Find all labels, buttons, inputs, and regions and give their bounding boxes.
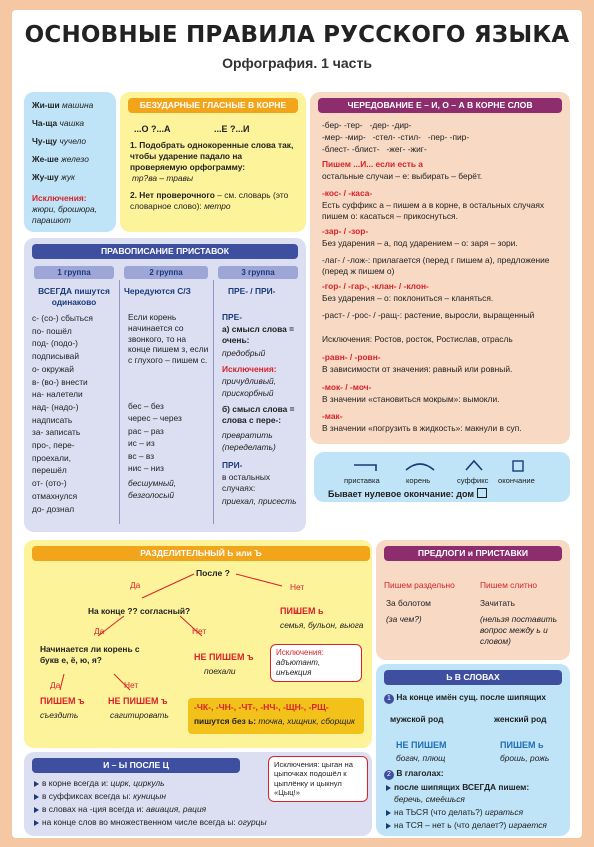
result-write-soft: ПИШЕМ ь: [280, 606, 324, 616]
verb-rule: после шипящих ВСЕГДА пишем:: [386, 782, 529, 793]
rule-text: Пишем ...И... если есть а: [322, 159, 423, 169]
branch-yes: Да: [50, 680, 61, 690]
prefix-pair: рас – раз: [128, 425, 164, 436]
rule-a-example: предобрый: [222, 348, 266, 358]
morpheme-label: суффикс: [457, 476, 489, 485]
morpheme-label: окончание: [498, 476, 535, 485]
group-chip: 3 группа: [218, 266, 298, 279]
unstressed-vowels-panel: [120, 92, 306, 232]
roots-row: -мер- -мир- -стел- -стил- -пер- -пир-: [322, 132, 470, 142]
feminine-example: брошь, рожь: [500, 753, 550, 763]
prefix-item: по- пошёл: [32, 325, 72, 336]
poster: [12, 10, 582, 838]
exceptions-box: Исключения: цыган на цыпочках подошёл к цыплёнку и цыкнул «Цыц!»: [268, 756, 368, 802]
rule-text: Без ударения – а, под ударением – о: заря – зори.: [322, 238, 518, 248]
group-title: ПРЕ- / ПРИ-: [228, 286, 276, 296]
prepositions-panel: [376, 540, 570, 660]
section-header: ПРЕДЛОГИ и ПРИСТАВКИ: [384, 546, 562, 561]
page-title: ОСНОВНЫЕ ПРАВИЛА РУССКОГО ЯЗЫКА: [24, 22, 570, 48]
prefix-pair: черес – через: [128, 413, 182, 424]
result-example: семья, бульон, вьюга: [280, 620, 364, 630]
prefix-item: от- (ото-): [32, 478, 67, 489]
rule-text: Есть суффикс а – пишем а в корне, в остальных случаях пишем о: касаться – прикоснуться.: [322, 200, 545, 221]
rule-text: В зависимости от значения: равный или ровный.: [322, 364, 513, 374]
example-separate: За болотом: [386, 598, 431, 608]
result-no: НЕ ПИШЕМ: [396, 740, 447, 750]
masculine-label: мужской род: [390, 714, 444, 724]
result-no-hard: НЕ ПИШЕМ ъ: [108, 696, 168, 706]
question-root: Начинается ли корень с букв е, ё, ю, я?: [40, 644, 140, 665]
exceptions-text: жюри, брошюра, парашют: [32, 204, 97, 225]
rule-separate: Пишем раздельно: [384, 580, 455, 590]
group-rule: Если корень начинается со звонкого, то на конце пишем з, если с глухого – пишем с.: [128, 312, 209, 365]
example-question: (за чем?): [386, 614, 422, 624]
section-header: ЧЕРЕДОВАНИЕ Е – И, О – А В КОРНЕ СЛОВ: [318, 98, 562, 113]
section-header: БЕЗУДАРНЫЕ ГЛАСНЫЕ В КОРНЕ: [128, 98, 298, 113]
rule-text: Без ударения – о: поклониться – кланяться.: [322, 293, 494, 303]
prefix-pri: ПРИ-: [222, 460, 243, 470]
group-title: ВСЕГДА пишутся одинаково: [38, 286, 110, 307]
rule-pri: в остальных случаях:: [222, 472, 271, 493]
rule-row: Ча-ща чашка: [32, 118, 85, 128]
root-pair: -равн- / -ровн-: [322, 352, 381, 362]
rule-row: Чу-щу чучело: [32, 136, 87, 146]
roots-row: -бер- -тер- -дер- -дир-: [322, 120, 412, 130]
i-y-panel: [24, 752, 372, 836]
prefix-pair: бес – без: [128, 401, 164, 411]
prefix-item: перешёл: [32, 465, 67, 476]
rule-2: 2 В глаголах:: [384, 768, 444, 780]
prefix-item: подписывай: [32, 351, 80, 362]
rule-text: -лаг- / -лож-: прилагается (перед г пишем а), предложение (перед ж пишем о): [322, 255, 550, 276]
prefix-item: отмахнулся: [32, 490, 78, 501]
prefix-item: с- (со-) сбыться: [32, 313, 93, 323]
root-pair: -зар- / -зор-: [322, 226, 369, 236]
rule-row: Жу-шу жук: [32, 172, 75, 182]
rule-text: В значении «погрузить в жидкость»: макнули в суп.: [322, 423, 522, 433]
section-header: Ь В СЛОВАХ: [384, 670, 562, 685]
root-pair: -кос- / -каса-: [322, 188, 373, 198]
prefixes-panel: [24, 238, 306, 532]
root-pair: -мак-: [322, 411, 343, 421]
group-example: бесшумный,: [128, 478, 177, 488]
exceptions-example: причудливый,: [222, 376, 276, 386]
prefix-pair: нис – низ: [128, 463, 164, 474]
group-title: Чередуются С/З: [124, 286, 191, 296]
feminine-label: женский род: [494, 714, 547, 724]
rule-item: в суффиксах всегда ы: куницын: [34, 791, 166, 802]
pattern: ...Е ?...И: [214, 124, 250, 134]
roots-row: -блест- -блист- -жег- -жиг-: [322, 144, 427, 154]
rule-1-example: тр?ва – травы: [132, 173, 194, 183]
branch-no: Нет: [124, 680, 139, 690]
branch-no: Нет: [290, 582, 305, 592]
prefix-item: проехали,: [32, 452, 71, 463]
prefix-pair: ис – из: [128, 438, 155, 449]
rule-row: Жи-ши машина: [32, 100, 94, 110]
rule-1: 1. Подобрать однокоренные слова так, чтобы ударение падало на проверяемую орфограмму:: [130, 140, 294, 172]
rule-item: в словах на -ция всегда и: авиация, рация: [34, 804, 206, 815]
example-note: (нельзя поставить вопрос между ь и словом): [480, 614, 558, 646]
rule-b: б) смысл слова = слова с пере-:: [222, 404, 295, 425]
exceptions-label: Исключения:: [32, 193, 87, 203]
verb-example: беречь, смеёшься: [394, 794, 465, 804]
prefix-item: надписать: [32, 414, 73, 425]
result-write-hard: ПИШЕМ ъ: [40, 696, 85, 706]
group-example: безголосый: [128, 490, 175, 500]
group-2-pairs: [128, 400, 210, 474]
separating-sign-panel: [24, 540, 372, 748]
root-pair: -гор- / -гар-, -клан- / -клон-: [322, 281, 429, 291]
morphemes-panel: [314, 452, 570, 502]
soft-sign-panel: [376, 664, 570, 836]
morpheme-label: корень: [406, 476, 431, 485]
rule-text: остальные случаи – е: выбирать – берёт.: [322, 171, 483, 181]
rule-pri-example: приехал, присесть: [222, 496, 297, 506]
prefix-item: про-, пере-: [32, 440, 75, 451]
pattern: ...О ?...А: [134, 124, 171, 134]
result-no-hard: НЕ ПИШЕМ ъ: [194, 652, 254, 662]
rule-b-example: превратить: [222, 430, 273, 440]
verb-rule: на ТЬСЯ (что делать?) играться: [386, 807, 523, 818]
zero-ending: Бывает нулевое окончание: дом: [328, 488, 487, 501]
result-example: съездить: [40, 710, 79, 720]
rule-2-example: метро: [204, 200, 231, 211]
section-header: РАЗДЕЛИТЕЛЬНЫЙ Ь или Ъ: [32, 546, 370, 561]
prefix-item: за- записать: [32, 427, 81, 438]
prefix-item: в- (во-) внести: [32, 376, 88, 387]
prefix-item: до- дознал: [32, 503, 75, 514]
column-divider: [119, 280, 120, 524]
rule-exceptions: Исключения: Ростов, росток, Ростислав, отрасль: [322, 334, 513, 344]
rule-2-text: – см. словарь (это словарное слово):: [130, 190, 289, 211]
branch-yes: Да: [94, 626, 105, 636]
prefix-item: под- (подо-): [32, 338, 78, 349]
alternation-panel: [310, 92, 570, 444]
masculine-example: богач, плющ: [396, 753, 446, 763]
rule-2-label: 2. Нет проверочного: [130, 190, 215, 200]
rule-item: на конце слов во множественном числе всегда ы: огурцы: [34, 817, 267, 828]
section-header: ПРАВОПИСАНИЕ ПРИСТАВОК: [32, 244, 298, 259]
group-chip: 1 группа: [34, 266, 114, 279]
question-end: На конце ?? согласный?: [88, 606, 191, 616]
rule-text: -раст- / -рос- / -ращ-: растение, выросли, выращенный: [322, 310, 535, 320]
morpheme-label: приставка: [344, 476, 380, 485]
rule-item: в корне всегда и: цирк, циркуль: [34, 778, 165, 789]
result-example: поехали: [204, 666, 236, 676]
root-pair: -мок- / -моч-: [322, 382, 372, 392]
prefix-item: на- налетели: [32, 389, 83, 400]
branch-yes: Да: [130, 580, 141, 590]
chn-box: -ЧК-, -ЧН-, -ЧТ-, -НЧ-, -ЩН-, -РЩ- пишутся без ь: точка, хищник, сборщик: [188, 698, 364, 734]
prefix-item: над- (надо-): [32, 401, 79, 412]
question-after: После ?: [196, 568, 230, 578]
exceptions-example: прискорбный: [222, 388, 274, 398]
group-1-list: [32, 312, 118, 515]
rule-a: а) смысл слова = очень:: [222, 324, 294, 345]
page-subtitle: Орфография. 1 часть: [222, 55, 372, 71]
result-yes: ПИШЕМ ь: [500, 740, 544, 750]
rule-row: Же-ше железо: [32, 154, 89, 164]
section-header: И – Ы ПОСЛЕ Ц: [32, 758, 240, 773]
rule-1: 1 На конце имён сущ. после шипящих: [384, 692, 546, 704]
verb-rule: на ТСЯ – нет ь (что делает?) играется: [386, 820, 547, 831]
exceptions-label: Исключения:: [222, 364, 277, 374]
column-divider: [213, 280, 214, 524]
rule-text: В значении «становиться мокрым»: вымокли.: [322, 394, 500, 404]
rule-b-example: (переделать): [222, 442, 276, 452]
rule-together: Пишем слитно: [480, 580, 538, 590]
zhi-shi-panel: [24, 92, 116, 232]
result-example: сагитировать: [110, 710, 169, 720]
group-chip: 2 группа: [124, 266, 208, 279]
example-together: Зачитать: [480, 598, 515, 608]
branch-no: Нет: [192, 626, 207, 636]
prefix-pre: ПРЕ-: [222, 312, 242, 322]
prefix-item: о- окружай: [32, 363, 74, 374]
prefix-pair: вс – вз: [128, 450, 155, 461]
exceptions-box: Исключения: адъютант, инъекция: [270, 644, 362, 682]
